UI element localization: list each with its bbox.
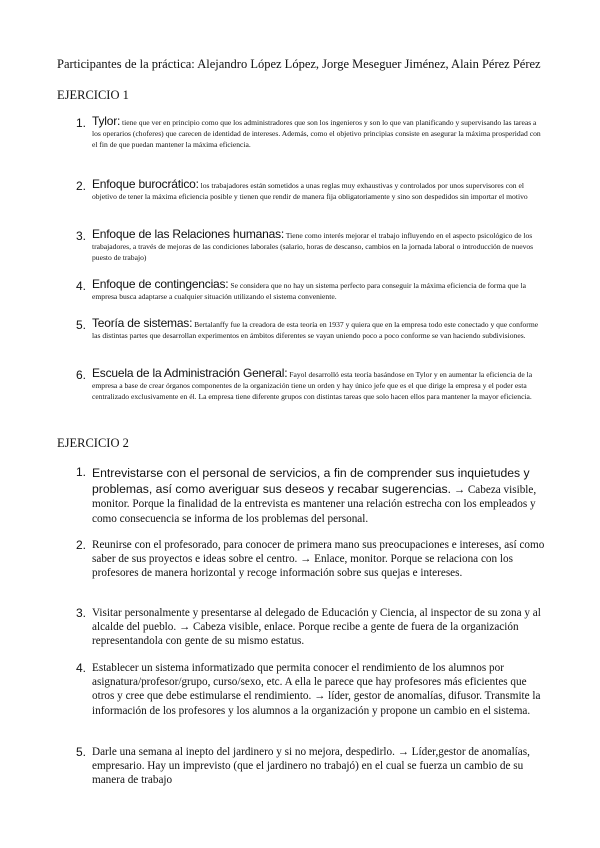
item-body [92, 745, 546, 788]
item-number: 6. [75, 368, 86, 382]
item-body [92, 538, 546, 581]
item-body [92, 279, 546, 302]
item-text: Se considera que no hay un sistema perfecto para conseguir la máxima eficiencia de forma que la empresa busca adaptarse a cualquier situación utilizando el sistema conveniente. [92, 281, 526, 301]
item-number: 4. [75, 661, 86, 675]
item-number: 5. [75, 318, 86, 332]
item-number: 3. [75, 606, 86, 620]
item-title: Enfoque de contingencias: [92, 277, 229, 291]
item-body [92, 179, 546, 202]
item-title: Tylor: [92, 114, 121, 128]
item-title: Teoría de sistemas: [92, 316, 193, 330]
item-number: 4. [75, 279, 86, 293]
participants-line: Participantes de la práctica: Alejandro López López, Jorge Meseguer Jiménez, Alain Pérez Pérez [57, 57, 541, 71]
item-number: 1. [75, 116, 86, 130]
item-title: Escuela de la Administración General: [92, 366, 288, 380]
item-title: Enfoque burocrático: [92, 177, 199, 191]
item-text: → Cabeza visible, monitor. Porque la finalidad de la entrevista es mantener una relación estrecha con los empleados y como consecuencia se informa de los problemas del personal. [92, 484, 537, 525]
item-text: Bertalanffy fue la creadora de esta teoría en 1937 y quiera que en la empresa todo este conectado y que conforme las distintas partes que desarrollan experimentos en ámbitos diferentes se vayan uniendo poco a poco conforme se van haciendo subdivisiones. [92, 320, 539, 340]
item-text: Establecer un sistema informatizado que permita conocer el rendimiento de los alumnos por asignatura/profesor/grupo, curso/sexo, etc. A ella le parece que hay profesores más eficientes que otros y cree que debe estimularse el rendimiento. → líder, gestor de anomalías, difusor. Transmite la información de los profesores y los alumnos a la organización y propone un cambio en el sistema. [92, 662, 541, 717]
item-body [92, 318, 546, 341]
item-title: Enfoque de las Relaciones humanas: [92, 227, 284, 241]
item-number: 1. [75, 465, 86, 479]
item-text: tiene que ver en principio como que los administradores que son los ingenieros y son lo que van planificando y supervisando las tareas a los operarios (choferes) que carecen de identidad de intereses. Además, como el objetivo principias consiste en asegurar la máxima prosperidad con el fin de que puedan mantener la máxima eficiencia. [92, 118, 541, 149]
item-text: Tiene como interés mejorar el trabajo influyendo en el aspecto psicológico de los trabajadores, a través de mejoras de las condiciones laborales (salario, horas de descanso, cambios en la jornada laboral o introducción de nuevos puesto de trabajo) [92, 231, 534, 262]
item-body [92, 229, 546, 263]
ejercicio-1-heading: EJERCICIO 1 [57, 88, 129, 102]
item-text: Darle una semana al inepto del jardinero y si no mejora, despedirlo. → Líder,gestor de anomalías, empresario. Hay un imprevisto (que el jardinero no trabajó) en el cual se fuerza un cambio de su manera de trabajo [92, 746, 530, 787]
item-text: Visitar personalmente y presentarse al delegado de Educación y Ciencia, al inspector de su zona y al alcalde del pueblo. → Cabeza visible, enlace. Porque recibe a gente de fuera de la organización representandola con gente de su mismo estatus. [92, 607, 541, 648]
item-number: 5. [75, 745, 86, 759]
item-text: Fayol desarrolló esta teoría basándose en Tylor y en aumentar la eficiencia de la empresa a base de crear órganos componentes de la organización tiene un orden y hay único jefe que es el que dirige la empresa y el poder esta centralizado exclusivamente en él. La empresa tiene diferente grupos con distintas tareas que solo hacen ellos para mantener la mayor eficiencia. [92, 370, 533, 401]
item-text: Reunirse con el profesorado, para conocer de primera mano sus preocupaciones e intereses, así como saber de sus proyectos e ideas sobre el centro. → Enlace, monitor. Porque se relaciona con los profesores de manera horizontal y recoge información sobre sus quejas e intereses. [92, 539, 545, 580]
item-number: 2. [75, 538, 86, 552]
item-body [92, 661, 546, 718]
item-body [92, 606, 546, 649]
item-lead-text: Entrevistarse con el personal de servicios, a fin de comprender sus inquietudes y problemas, así como averiguar sus deseos y recabar sugerencias. [92, 466, 530, 497]
item-number: 3. [75, 229, 86, 243]
item-body [92, 368, 546, 402]
ejercicio-2-heading: EJERCICIO 2 [57, 436, 129, 450]
item-text: los trabajadores están sometidos a unas reglas muy exhaustivas y controlados por unos supervisores con el objetivo de tener la máxima eficiencia posible y tienen que rendir de manera fija obligatoriamente y sino son despedidos sin importar el motivo [92, 181, 528, 201]
item-body [92, 465, 546, 526]
item-body [92, 116, 546, 150]
item-number: 2. [75, 179, 86, 193]
